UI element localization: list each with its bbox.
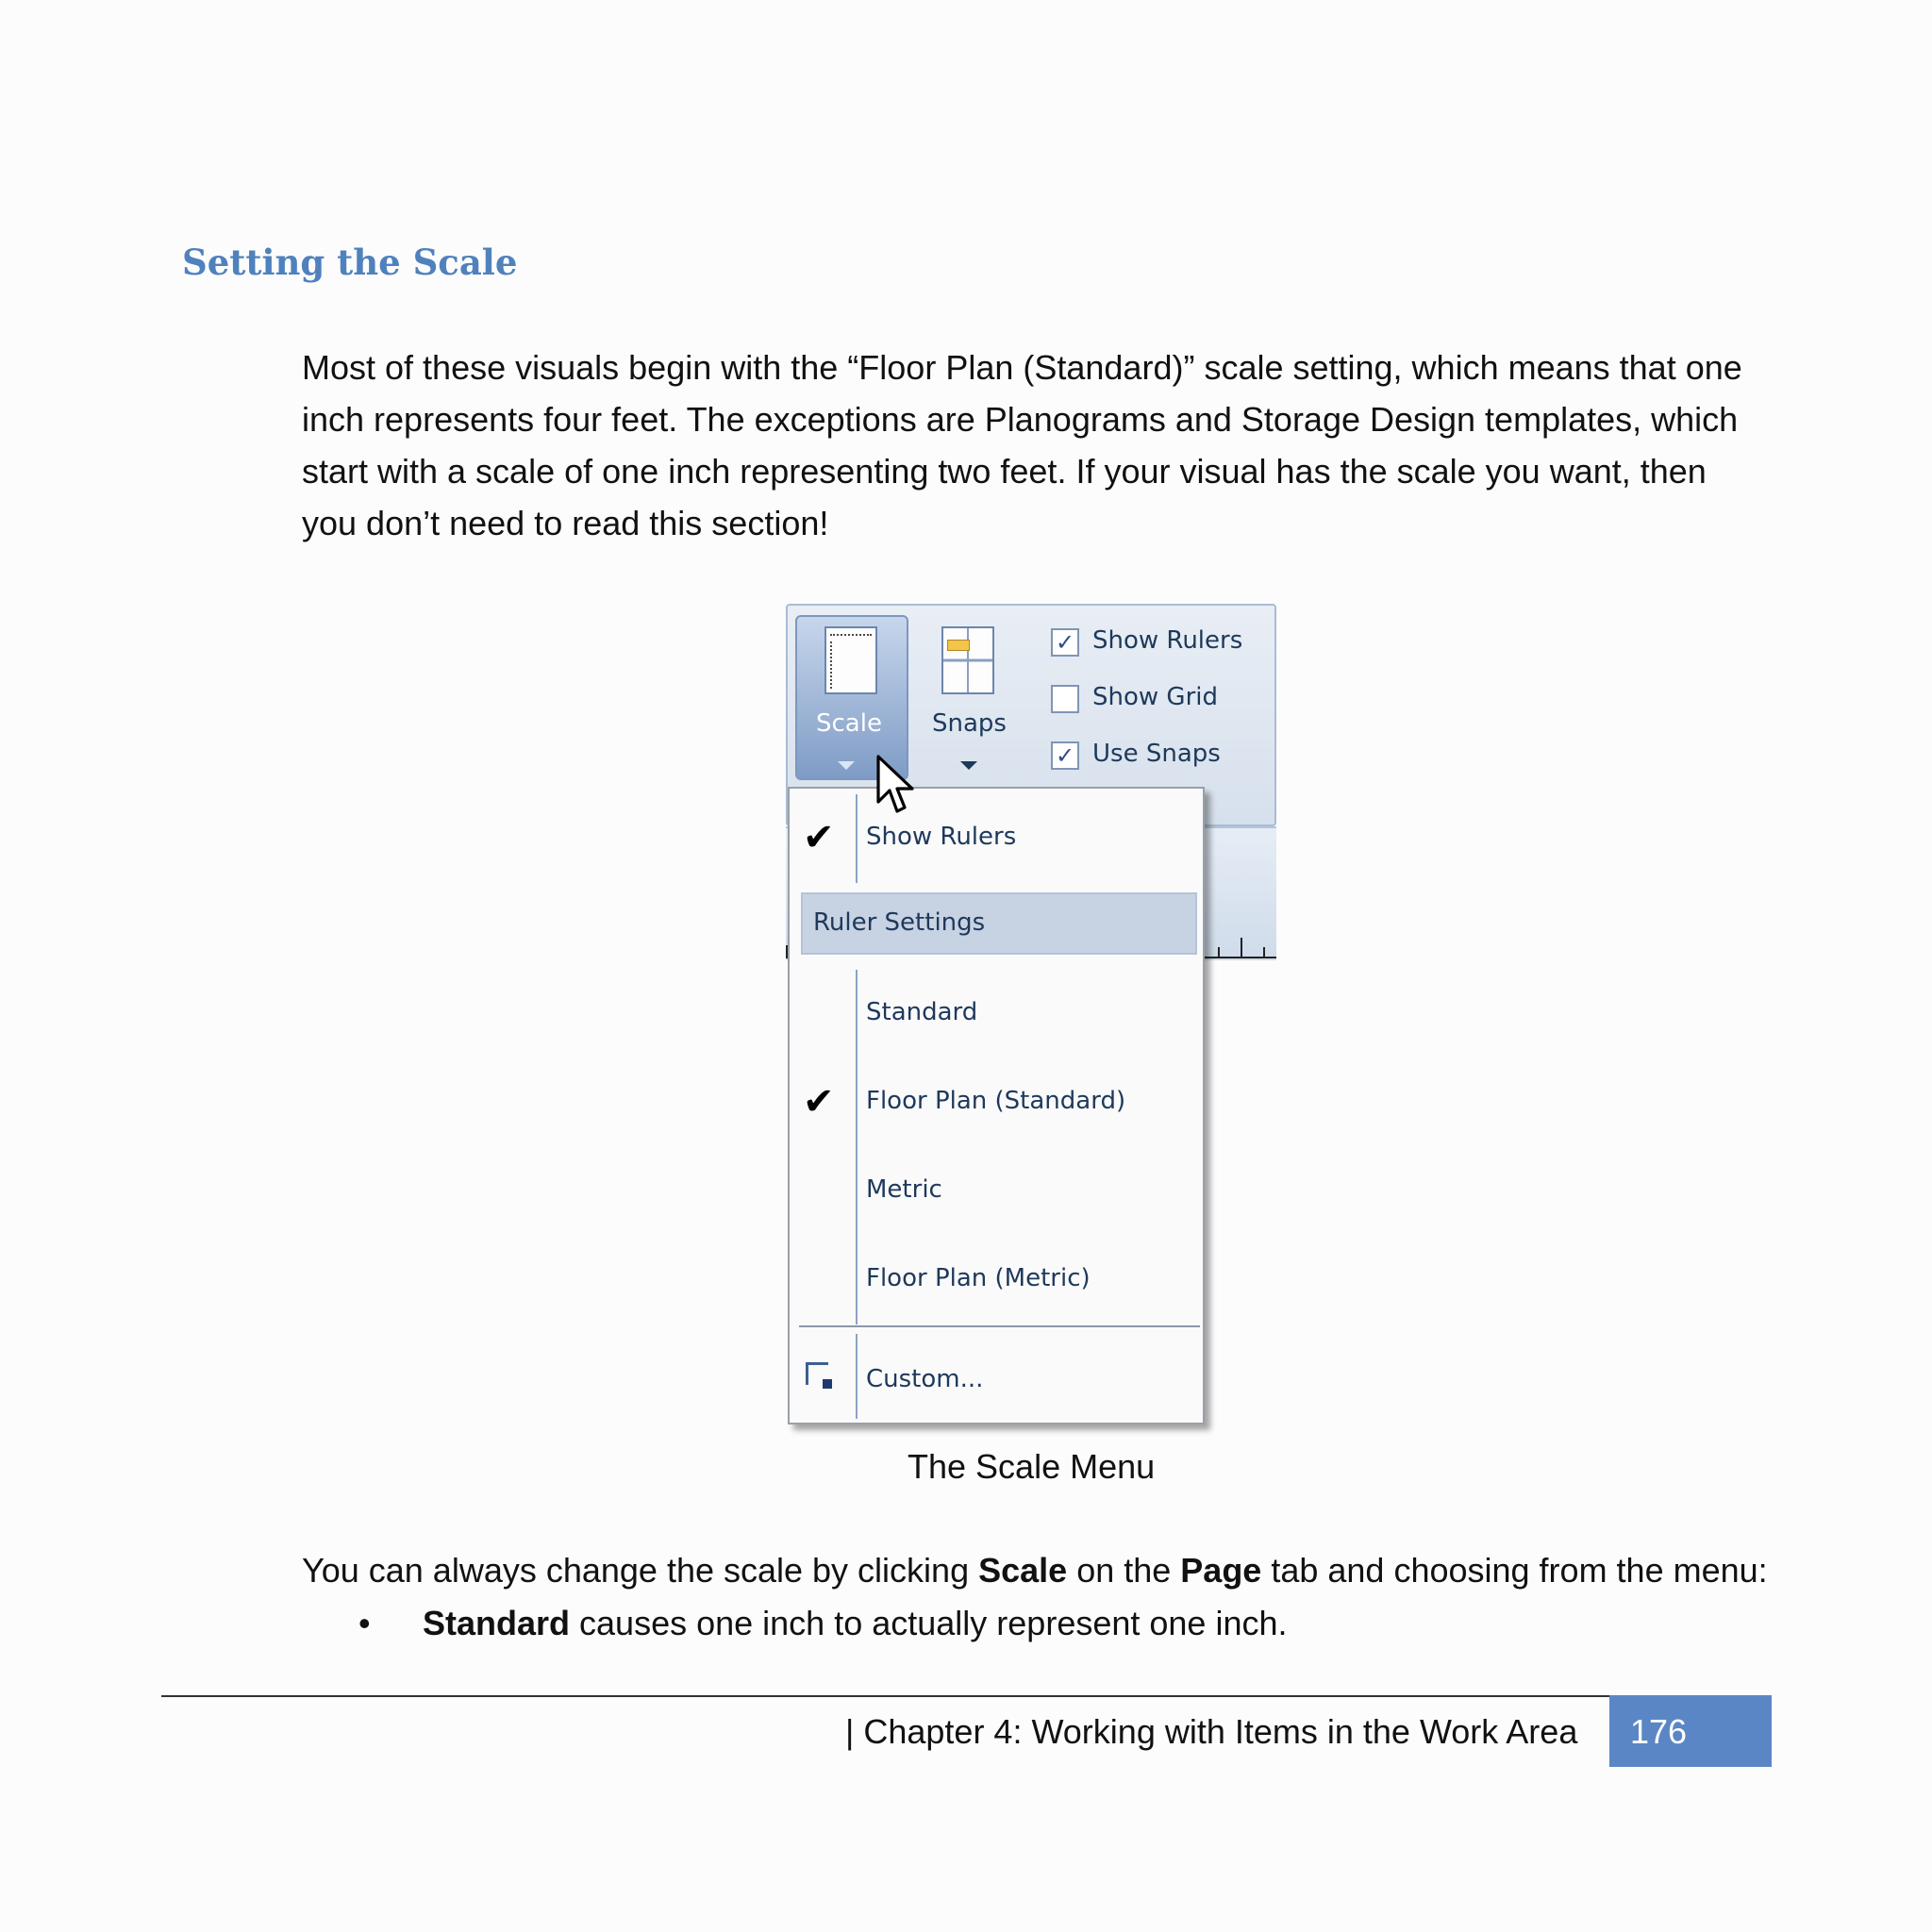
page-number: 176	[1630, 1712, 1688, 1751]
mouse-pointer-icon	[876, 755, 914, 817]
intro-paragraph	[302, 341, 1774, 549]
body-text: on the	[1067, 1551, 1181, 1590]
menu-item-custom[interactable]: Custom...	[866, 1365, 984, 1393]
body-paragraph	[302, 1551, 1768, 1591]
menu-item-standard[interactable]: Standard	[866, 998, 978, 1026]
figure-caption: The Scale Menu	[908, 1447, 1156, 1486]
footer-rule	[161, 1695, 1772, 1697]
ruler-tick	[1263, 947, 1265, 958]
checkmark-icon: ✔	[803, 816, 835, 859]
checkbox-box[interactable]	[1051, 685, 1079, 713]
bold-scale-word: Scale	[978, 1551, 1068, 1590]
menu-gutter-line	[856, 970, 858, 1324]
scale-button-label: Scale	[816, 709, 882, 738]
dialog-launcher-icon	[806, 1362, 828, 1385]
menu-gutter-line	[856, 1334, 858, 1419]
body-text: You can always change the scale by clicking	[302, 1551, 979, 1590]
menu-separator	[799, 1325, 1200, 1327]
intro-line: you don’t need to read this section!	[302, 504, 829, 542]
checkbox-label[interactable]: Show Rulers	[1092, 626, 1243, 655]
intro-line: inch represents four feet. The exceptions are Planograms and Storage Design templates, which	[302, 400, 1739, 439]
section-heading: Setting the Scale	[182, 242, 518, 283]
snaps-grid-icon[interactable]	[941, 626, 994, 694]
menu-item-show-rulers[interactable]: Show Rulers	[866, 823, 1017, 851]
snaps-button-label[interactable]: Snaps	[932, 709, 1007, 738]
body-text: tab and choosing from the menu:	[1261, 1551, 1768, 1590]
ruler-tick	[1218, 947, 1220, 958]
bullet-icon: •	[358, 1604, 371, 1642]
scale-ruler-icon	[824, 626, 877, 694]
bullet-description: causes one inch to actually represent one inch.	[570, 1604, 1288, 1642]
chevron-down-icon[interactable]	[960, 761, 977, 770]
bold-page-word: Page	[1180, 1551, 1262, 1590]
footer-chapter-title: | Chapter 4: Working with Items in the Work Area	[845, 1712, 1578, 1751]
menu-item-metric[interactable]: Metric	[866, 1175, 942, 1204]
chevron-down-icon	[838, 761, 855, 770]
ruler-tick	[1241, 938, 1242, 958]
menu-item-floor-plan-metric[interactable]: Floor Plan (Metric)	[866, 1264, 1091, 1292]
bullet-bold-term: Standard	[423, 1604, 571, 1642]
intro-line: Most of these visuals begin with the “Floor Plan (Standard)” scale setting, which means that one	[302, 348, 1742, 387]
menu-gutter-line	[856, 794, 858, 883]
checkbox-label[interactable]: Show Grid	[1092, 683, 1218, 711]
bullet-item	[423, 1604, 1288, 1643]
menu-item-floor-plan-standard[interactable]: Floor Plan (Standard)	[866, 1087, 1126, 1115]
intro-line: start with a scale of one inch representing two feet. If your visual has the scale you want, then	[302, 452, 1707, 491]
checkbox-box[interactable]: ✓	[1051, 628, 1079, 657]
checkmark-icon: ✔	[803, 1080, 835, 1124]
checkbox-label[interactable]: Use Snaps	[1092, 740, 1221, 768]
checkbox-box[interactable]: ✓	[1051, 741, 1079, 770]
menu-section-header-label: Ruler Settings	[813, 908, 986, 937]
